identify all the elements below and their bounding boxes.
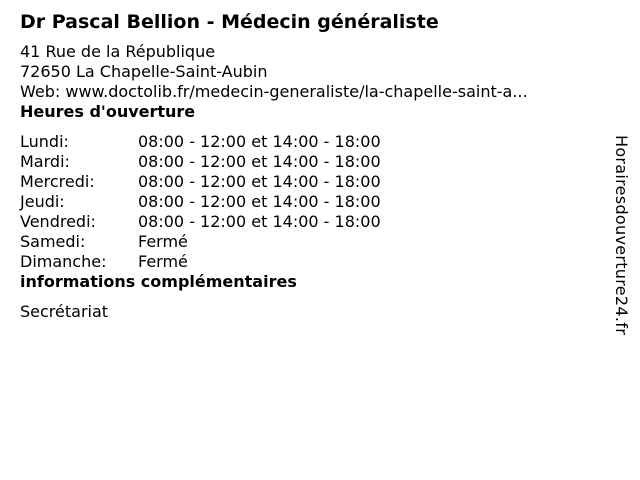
hours-row-sunday — [20, 252, 600, 272]
day-hours: Fermé — [138, 252, 188, 271]
site-watermark: Horairesdouverture24.fr — [612, 135, 631, 336]
day-label: Jeudi: — [20, 192, 65, 211]
day-label: Mardi: — [20, 152, 70, 171]
website-link[interactable]: Web: www.doctolib.fr/medecin-generaliste/la-chapelle-saint-a... — [20, 82, 528, 101]
day-label: Samedi: — [20, 232, 86, 251]
additional-info-heading: informations complémentaires — [20, 272, 297, 291]
opening-hours-list — [20, 132, 600, 272]
hours-row-thursday — [20, 192, 600, 212]
day-hours: Fermé — [138, 232, 188, 251]
hours-row-saturday — [20, 232, 600, 252]
day-hours: 08:00 - 12:00 et 14:00 - 18:00 — [138, 192, 381, 211]
day-hours: 08:00 - 12:00 et 14:00 - 18:00 — [138, 132, 381, 151]
page-title: Dr Pascal Bellion - Médecin généraliste — [20, 11, 439, 33]
day-label: Vendredi: — [20, 212, 96, 231]
business-listing — [20, 10, 600, 322]
day-hours: 08:00 - 12:00 et 14:00 - 18:00 — [138, 212, 381, 231]
day-label: Lundi: — [20, 132, 69, 151]
day-hours: 08:00 - 12:00 et 14:00 - 18:00 — [138, 152, 381, 171]
hours-row-friday — [20, 212, 600, 232]
day-hours: 08:00 - 12:00 et 14:00 - 18:00 — [138, 172, 381, 191]
hours-row-monday — [20, 132, 600, 152]
hours-row-tuesday — [20, 152, 600, 172]
opening-hours-heading: Heures d'ouverture — [20, 102, 196, 121]
address-block — [20, 42, 600, 102]
street-address: 41 Rue de la République — [20, 42, 216, 61]
city-address: 72650 La Chapelle-Saint-Aubin — [20, 62, 268, 81]
day-label: Dimanche: — [20, 252, 107, 271]
hours-row-wednesday — [20, 172, 600, 192]
day-label: Mercredi: — [20, 172, 95, 191]
additional-info-text: Secrétariat — [20, 302, 109, 321]
